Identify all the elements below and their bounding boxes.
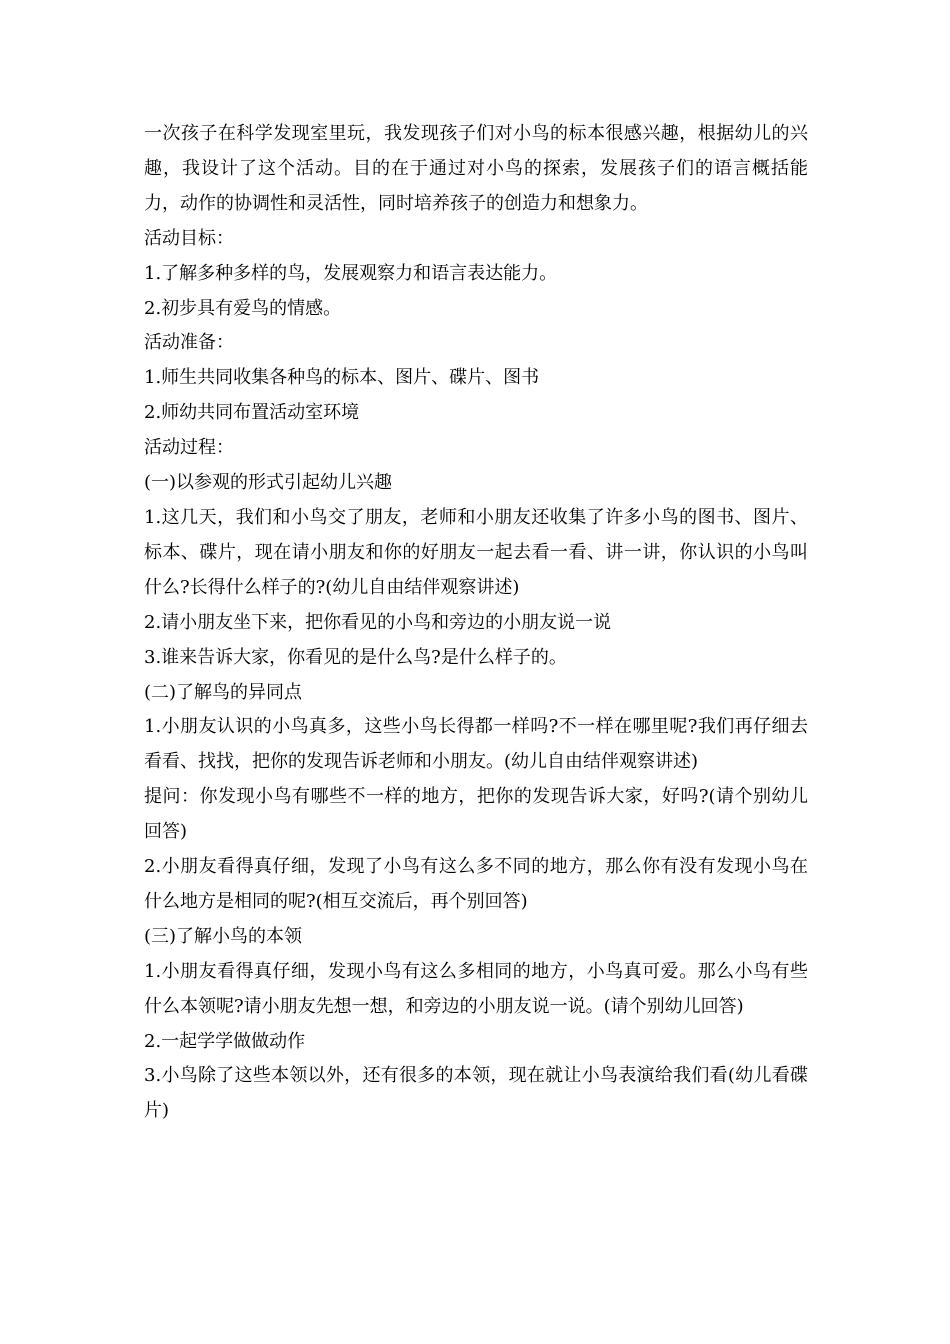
document-body — [144, 117, 808, 1129]
section-3-item-2: 2.一起学学做做动作 — [144, 1030, 306, 1052]
section-heading-1: (一)以参观的形式引起幼儿兴趣 — [144, 472, 393, 494]
section-1-item-2: 2.请小朋友坐下来，把你看见的小鸟和旁边的小朋友说一说 — [144, 611, 612, 633]
section-3-item-1: 1.小朋友看得真仔细，发现小鸟有这么多相同的地方，小鸟真可爱。那么小鸟有些什么本领呢?请小朋友先想一想，和旁边的小朋友说一说。(请个别幼儿回答) — [144, 960, 808, 1017]
section-3-item-3: 3.小鸟除了这些本领以外，还有很多的本领，现在就让小鸟表演给我们看(幼儿看碟片) — [144, 1065, 808, 1122]
goal-item-1: 1.了解多种多样的鸟，发展观察力和语言表达能力。 — [144, 262, 558, 284]
section-2-item-2: 2.小朋友看得真仔细，发现了小鸟有这么多不同的地方，那么你有没有发现小鸟在什么地方是相同的呢?(相互交流后，再个别回答) — [144, 856, 808, 912]
section-1-item-3: 3.谁来告诉大家，你看见的是什么鸟?是什么样子的。 — [144, 646, 567, 668]
heading-activity-preparation: 活动准备： — [144, 332, 234, 354]
section-2-item-1: 1.小朋友认识的小鸟真多，这些小鸟长得都一样吗?不一样在哪里呢?我们再仔细去看看、找找，把你的发现告诉老师和小朋友。(幼儿自由结伴观察讲述) — [144, 716, 808, 773]
paragraph-intro: 一次孩子在科学发现室里玩，我发现孩子们对小鸟的标本很感兴趣，根据幼儿的兴趣，我设计了这个活动。目的在于通过对小鸟的探索，发展孩子们的语言概括能力，动作的协调性和灵活性，同时培养孩子的创造力和想象力。 — [144, 123, 808, 214]
section-heading-3: (三)了解小鸟的本领 — [144, 925, 303, 947]
preparation-item-1: 1.师生共同收集各种鸟的标本、图片、碟片、图书 — [144, 367, 540, 389]
goal-item-2: 2.初步具有爱鸟的情感。 — [144, 297, 342, 319]
section-2-question: 提问：你发现小鸟有哪些不一样的地方，把你的发现告诉大家，好吗?(请个别幼儿回答) — [144, 786, 808, 843]
preparation-item-2: 2.师幼共同布置活动室环境 — [144, 402, 360, 424]
heading-activity-process: 活动过程： — [144, 437, 234, 459]
section-heading-2: (二)了解鸟的异同点 — [144, 681, 303, 703]
section-1-item-1: 1.这几天，我们和小鸟交了朋友，老师和小朋友还收集了许多小鸟的图书、图片、标本、碟片，现在请小朋友和你的好朋友一起去看一看、讲一讲，你认识的小鸟叫什么?长得什么样子的?(幼儿自由结伴观察讲述) — [144, 506, 808, 598]
heading-activity-goals: 活动目标： — [144, 227, 234, 249]
